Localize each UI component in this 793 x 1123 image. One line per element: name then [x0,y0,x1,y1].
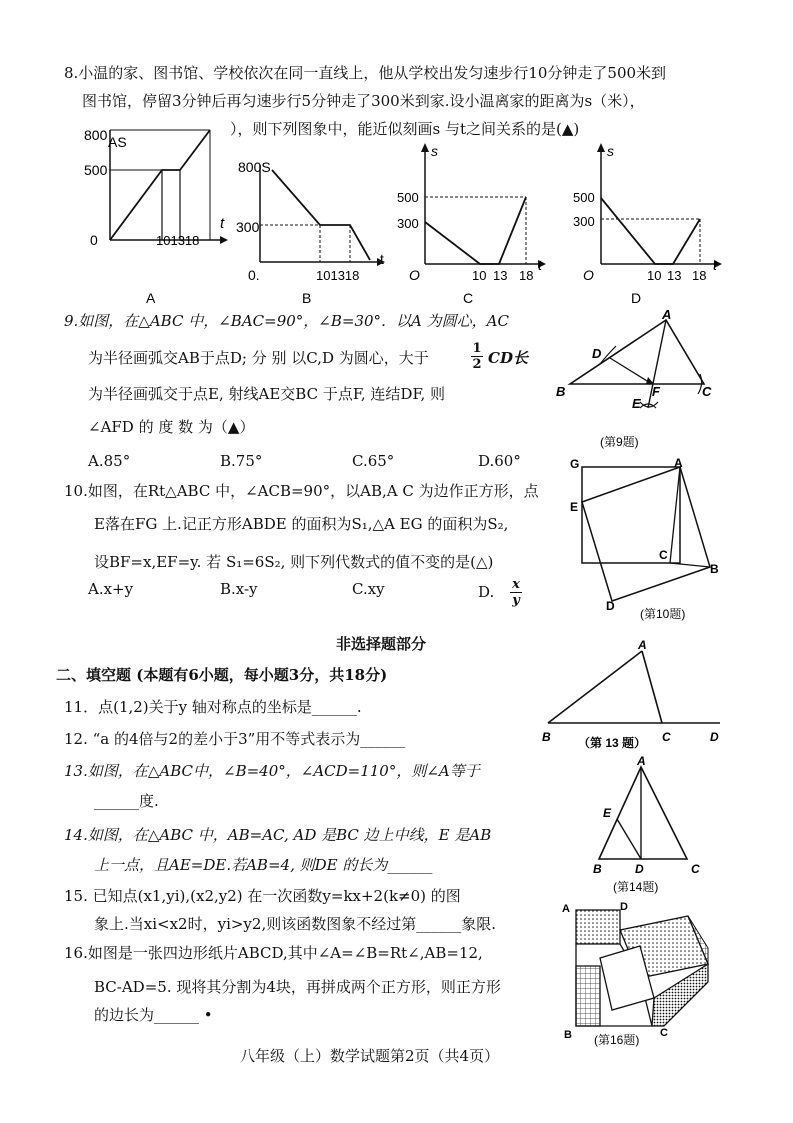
q8c-x13: 13 [493,268,508,283]
q8b-y300: 300 [236,219,260,235]
q8a-label: A [146,290,156,306]
fig14 [595,755,725,895]
q16-line3: 的边长为______ • [94,1006,213,1024]
q10-d-num: x [512,577,520,592]
fig10-g: G [570,457,580,471]
q8a-y500: 500 [84,162,108,178]
fig9-b: B [556,384,566,399]
q13-line2: ______度. [94,792,159,810]
q8-line3: ），则下列图象中，能近似刻画s 与t之间关系的是(▲) [230,120,580,138]
fig14-e: E [603,806,612,820]
q8-line2: 图书馆，停留3分钟后再匀速步行5分钟走了300米到家.设小温离家的距离为s（米）， [82,92,645,110]
q8b-x0: 0. [248,267,260,283]
q8-graph-c [395,140,555,315]
fig10-e: E [570,500,579,514]
q10-d-den: y [512,593,520,608]
q8d-y300: 300 [573,214,595,229]
fig9-e: E [632,396,641,411]
q9-line1: 9.如图，在△ABC 中，∠BAC=90°，∠B=30°．以A 为圆心，AC [64,312,509,330]
q9-frac-den: 2 [472,357,482,372]
q8c-ys: s [431,143,438,159]
q8a-xticks: 101318 [156,233,200,248]
fig16-d: D [620,901,628,913]
fig10-d: D [606,599,615,613]
q8d-y500: 500 [573,190,595,205]
fig16-caption: (第16题) [594,1033,640,1047]
q8d-ys: s [607,143,614,159]
fig10-caption: (第10题) [640,607,686,621]
q8c-label: C [463,290,474,306]
q8-graph-a [70,125,230,315]
q9-frac-num: 1 [472,341,482,356]
q8-graph-b [232,150,392,315]
q9-line2a: 为半径画弧交AB于点D; 分 别 以C,D 为圆心，大于 [88,349,429,367]
q8b-xt: t [380,251,384,267]
q8b-label: B [302,290,312,306]
fig16-c: C [660,1027,668,1039]
q10-option-a: A.x+y [88,580,134,598]
q10-line2: E落在FG 上.记正方形ABDE 的面积为S₁,△A EG 的面积为S₂, [94,515,509,533]
q8d-label: D [631,290,642,306]
q16-line1: 16.如图是一张四边形纸片ABCD,其中∠A=∠B=Rt∠,AB=12, [64,944,483,962]
q8b-y800s: 800S [238,159,271,175]
q10-option-c: C.xy [352,580,385,598]
q15-line1: 15. 已知点(x1,yi),(x2,y2) 在一次函数y=kx+2(k≠0) 的图 [64,887,461,905]
q8a-ys: AS [108,134,127,150]
q9-fraction [471,342,483,371]
q8b-xticks: 101318 [316,268,360,283]
q16-line2: BC-AD=5. 现将其分割为4块，再拼成两个正方形，则正方形 [94,978,501,996]
fig14-b: B [593,862,602,876]
fig9-caption: (第9题) [600,435,639,449]
q8a-y800: 800 [84,127,108,143]
q14-line2: 上一点，且AE=DE.若AB=4, 则DE 的长为______ [94,856,433,874]
page-footer: 八年级（上）数学试题第2页（共4页） [240,1047,500,1065]
fig10-a: A [674,456,683,470]
q10-option-d: D. [478,583,495,601]
fig13-caption: （第 13 题） [578,736,647,750]
fig13 [538,635,728,755]
fig13-a: A [638,638,647,652]
fig9-c: C [702,384,712,399]
q8d-x10: 10 [647,268,662,283]
fig14-c: C [691,862,700,876]
q15-line2: 象上.当xi<x2时，yi>y2,则该函数图象不经过第______象限. [94,915,496,933]
fig13-d: D [710,730,719,744]
q11: 11．点(1,2)关于y 轴对称点的坐标是______. [64,698,362,716]
q9-line3: 为半径画弧交于点E, 射线AE交BC 于点F, 连结DF, 则 [88,385,446,403]
fig13-b: B [542,730,551,744]
q13-line1: 13.如图，在△ABC中，∠B=40°，∠ACD=110°，则∠A等于 [64,762,480,780]
fig10 [560,455,735,630]
fig9 [552,308,732,458]
q14-line1: 14.如图，在△ABC 中，AB=AC, AD 是BC 边上中线，E 是AB [64,826,492,844]
section-title: 非选择题部分 [336,635,427,653]
q8c-x10: 10 [472,268,487,283]
q9-option-b: B.75° [220,452,263,470]
q8c-y500: 500 [397,190,419,205]
fig10-b: B [710,562,719,576]
q8a-xt: t [220,215,225,232]
fig16 [560,898,725,1048]
q8c-y300: 300 [397,216,419,231]
fig10-c: C [659,548,668,562]
q8c-xt: t [538,257,542,273]
q10-line3: 设BF=x,EF=y. 若 S₁=6S₂, 则下列代数式的值不变的是(△) [94,553,494,571]
q10-line1: 10.如图，在Rt△ABC 中，∠ACB=90°，以AB,A C 为边作正方形，点 [64,482,539,500]
fig16-b: B [564,1029,572,1041]
q9-option-c: C.65° [352,452,395,470]
q12: 12. “a 的4倍与2的差小于3”用不等式表示为______ [64,730,406,748]
fig13-c: C [662,730,671,744]
q8-line1: 8.小温的家、图书馆、学校依次在同一直线上，他从学校出发匀速步行10分钟走了500米到 [64,64,667,82]
q8d-xt: t [713,257,717,273]
q8a-x0: 0 [90,232,98,248]
q9-line4: ∠AFD 的 度 数 为（▲） [88,418,255,436]
fig14-d: D [635,862,644,876]
q8-graph-d [573,140,733,315]
q8c-x18: 18 [519,268,534,283]
q8d-x18: 18 [692,268,707,283]
q8c-xo: O [409,267,420,283]
q8d-xo: O [583,267,594,283]
fig9-d: D [592,346,602,361]
fig14-caption: (第14题) [613,880,659,894]
fig16-a: A [562,903,570,915]
fig9-f: F [652,384,660,399]
fig14-a: A [637,754,646,768]
q8d-x13: 13 [667,268,682,283]
part2-header: 二、填空题 (本题有6小题，每小题3分，共18分) [56,666,388,684]
q10-d-fraction [510,578,522,607]
fig9-a: A [662,307,672,322]
q9-line2b: CD长 [488,349,528,367]
q9-option-d: D.60° [478,452,521,470]
q10-option-b: B.x-y [220,580,258,598]
q9-option-a: A.85° [88,452,131,470]
